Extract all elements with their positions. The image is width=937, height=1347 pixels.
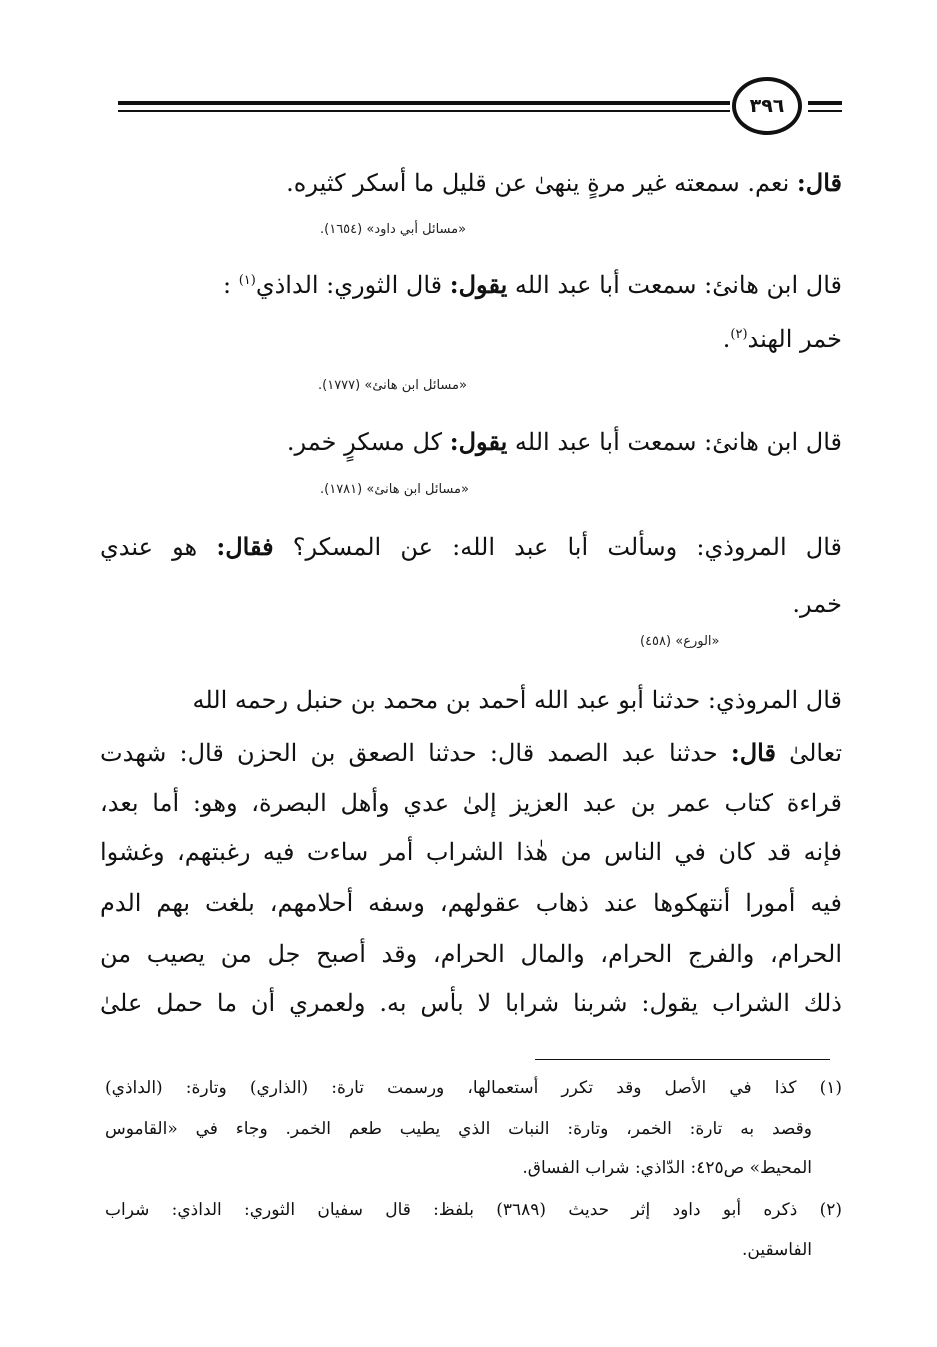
paragraph-line: فيه أمورا أنتهكوها عند ذهاب عقولهم، وسفه أحلامهم، بلغت بهم الدم: [100, 889, 842, 917]
entry-text: قال الثوري: الداذي: [255, 271, 450, 299]
footnote-marker: (١): [238, 273, 256, 288]
paragraph-line: قال المروذي: حدثنا أبو عبد الله أحمد بن محمد بن حنبل رحمه الله: [192, 686, 842, 714]
speaker-label: قال:: [730, 738, 776, 767]
entry-text: خمر الهند: [747, 325, 842, 353]
footnote-1-line-3: المحيط» ص٤٢٥: الدّاذي: شراب الفساق.: [522, 1158, 812, 1178]
footnote-separator: [535, 1059, 830, 1060]
speaker-label: فقال:: [216, 532, 274, 561]
entry-text: هو عندي: [100, 533, 217, 561]
footnote-text: كذا في الأصل وقد تكرر أستعمالها، ورسمت تارة: (الذاري) وتارة: (الداذي): [105, 1078, 797, 1098]
footnote-number: (٢): [819, 1200, 842, 1220]
entry-1-line: [286, 168, 842, 197]
entry-text: حدثنا عبد الصمد قال: حدثنا الصعق بن الحزن قال: شهدت: [100, 739, 731, 767]
entry-2-line-2: [723, 325, 842, 353]
entry-text: :: [222, 271, 239, 299]
header-rule: [118, 110, 730, 112]
page-number: ٣٩٦: [732, 77, 802, 135]
speaker-label: يقول:: [449, 270, 508, 299]
entry-4-line-1: [100, 532, 842, 561]
header-rule: [118, 101, 730, 105]
entry-text: قال ابن هانئ: سمعت أبا عبد الله: [507, 428, 842, 456]
paragraph-line: قراءة كتاب عمر بن عبد العزيز إلىٰ عدي وأهل البصرة، وهو: أما بعد،: [100, 789, 842, 817]
source-citation: «الورع» (٤٥٨): [640, 634, 720, 649]
paragraph-line: [100, 738, 842, 767]
source-citation: «مسائل أبي داود» (١٦٥٤).: [320, 222, 467, 237]
header-rule: [808, 110, 842, 112]
source-citation: «مسائل ابن هانئ» (١٧٧٧).: [318, 378, 467, 393]
speaker-label: قال:: [796, 168, 842, 197]
footnote-1-line-2: وقصد به تارة: الخمر، وتارة: النبات الذي يطيب طعم الخمر. وجاء في «القاموس: [105, 1119, 812, 1139]
source-citation: «مسائل ابن هانئ» (١٧٨١).: [320, 482, 469, 497]
entry-text: تعالىٰ: [775, 739, 842, 767]
entry-text: .: [722, 325, 731, 353]
header-rule: [808, 101, 842, 105]
entry-4-line-2: خمر.: [792, 590, 842, 618]
footnote-2-line-1: [105, 1200, 842, 1220]
paragraph-line: فإنه قد كان في الناس من هٰذا الشراب أمر ساءت فيه رغبتهم، وغشوا: [100, 838, 842, 866]
speaker-label: يقول:: [449, 427, 508, 456]
entry-3-line: [287, 427, 842, 456]
footnote-text: ذكره أبو داود إثر حديث (٣٦٨٩) بلفظ: قال سفيان الثوري: الداذي: شراب: [105, 1200, 798, 1220]
footnote-marker: (٢): [730, 327, 748, 342]
footnote-number: (١): [819, 1078, 843, 1098]
entry-2-line-1: [120, 270, 842, 299]
entry-text: نعم. سمعته غير مرةٍ ينهىٰ عن قليل ما أسكر كثيره.: [286, 169, 797, 197]
footnote-2-line-2: الفاسقين.: [741, 1240, 812, 1260]
entry-text: كل مسكرٍ خمر.: [286, 428, 450, 456]
entry-text: قال ابن هانئ: سمعت أبا عبد الله: [507, 271, 842, 299]
paragraph-line: الحرام، والفرج الحرام، والمال الحرام، وقد أصبح جل من يصيب من: [100, 940, 842, 968]
paragraph-line: ذلك الشراب يقول: شربنا شرابا لا بأس به. ولعمري أن ما حمل علىٰ: [100, 989, 842, 1017]
footnote-1-line-1: [105, 1078, 842, 1098]
entry-text: قال المروذي: وسألت أبا عبد الله: عن المسكر؟: [273, 533, 842, 561]
